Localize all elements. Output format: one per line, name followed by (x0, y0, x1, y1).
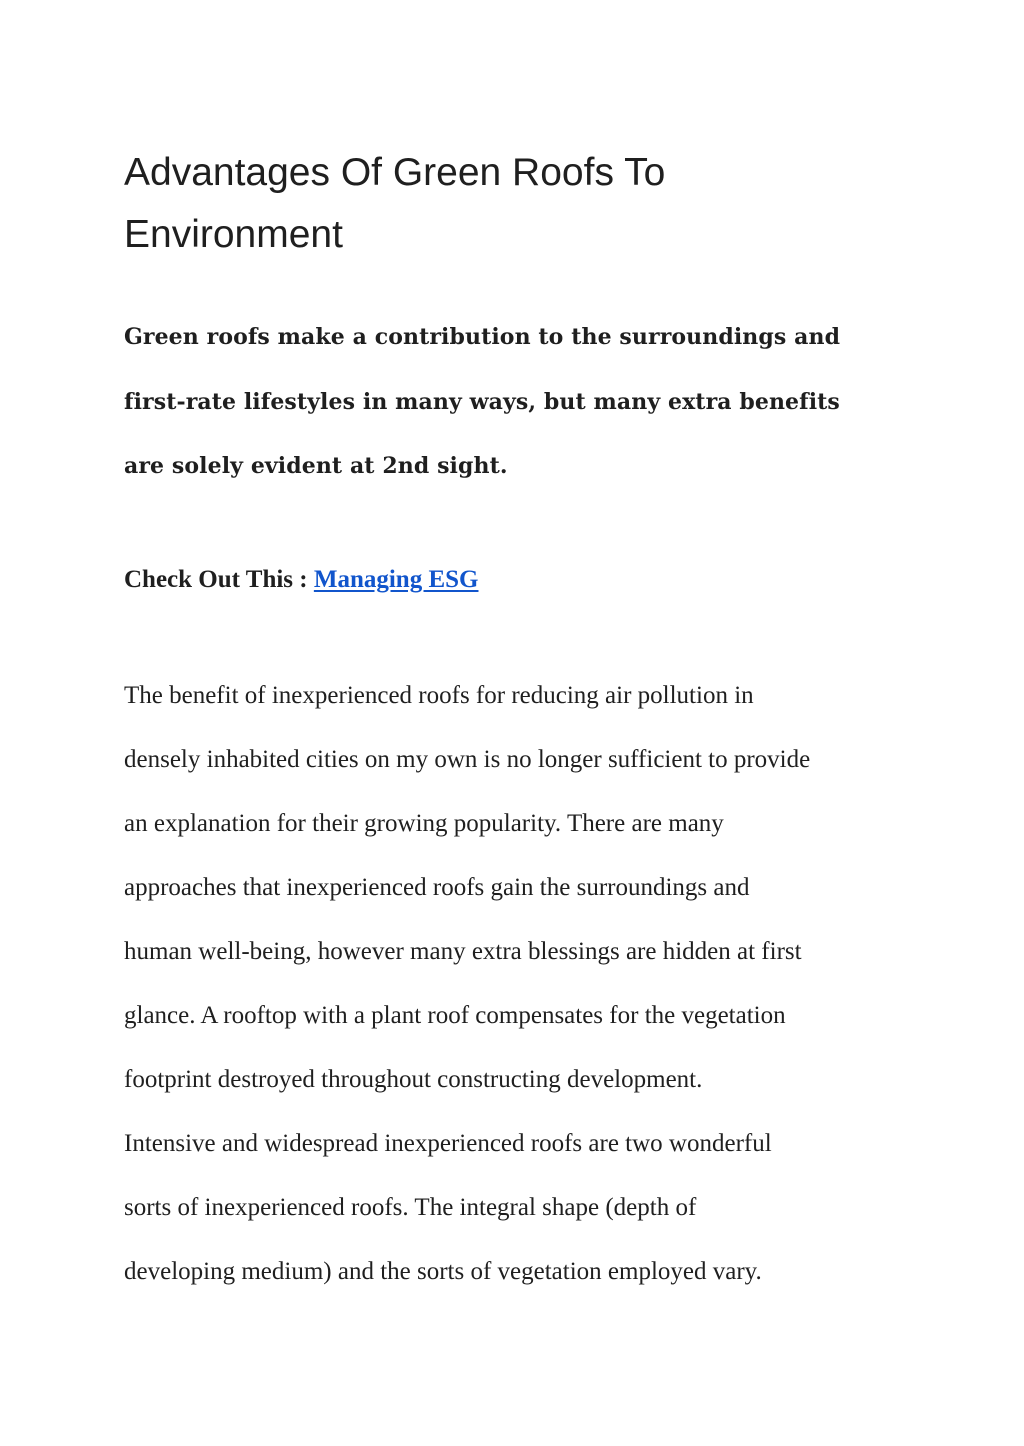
body-line: footprint destroyed throughout constructing development. (124, 1066, 703, 1093)
body-line: glance. A rooftop with a plant roof compensates for the vegetation (124, 1002, 786, 1029)
body-line: an explanation for their growing popularity. There are many (124, 810, 724, 837)
intro-line: Green roofs make a contribution to the surroundings and (124, 324, 841, 350)
title-line: Advantages Of Green Roofs To (124, 151, 666, 194)
intro-line: are solely evident at 2nd sight. (124, 453, 508, 479)
body-paragraph (124, 664, 914, 1304)
body-line: human well-being, however many extra blessings are hidden at first (124, 938, 802, 965)
body-line: sorts of inexperienced roofs. The integral shape (depth of (124, 1194, 697, 1221)
intro-line: first-rate lifestyles in many ways, but many extra benefits (124, 388, 840, 415)
page-title (124, 142, 884, 266)
check-out-label: Check Out This : (124, 566, 314, 593)
managing-esg-link[interactable]: Managing ESG (313, 566, 479, 593)
body-line: The benefit of inexperienced roofs for reducing air pollution in (124, 682, 754, 709)
body-line: approaches that inexperienced roofs gain the surroundings and (124, 874, 750, 901)
check-out-line (124, 560, 478, 600)
body-line: developing medium) and the sorts of vegetation employed vary. (124, 1258, 762, 1285)
intro-paragraph (124, 305, 914, 499)
body-line: Intensive and widespread inexperienced roofs are two wonderful (124, 1130, 772, 1157)
body-line: densely inhabited cities on my own is no longer sufficient to provide (124, 746, 811, 773)
title-line: Environment (124, 213, 343, 256)
